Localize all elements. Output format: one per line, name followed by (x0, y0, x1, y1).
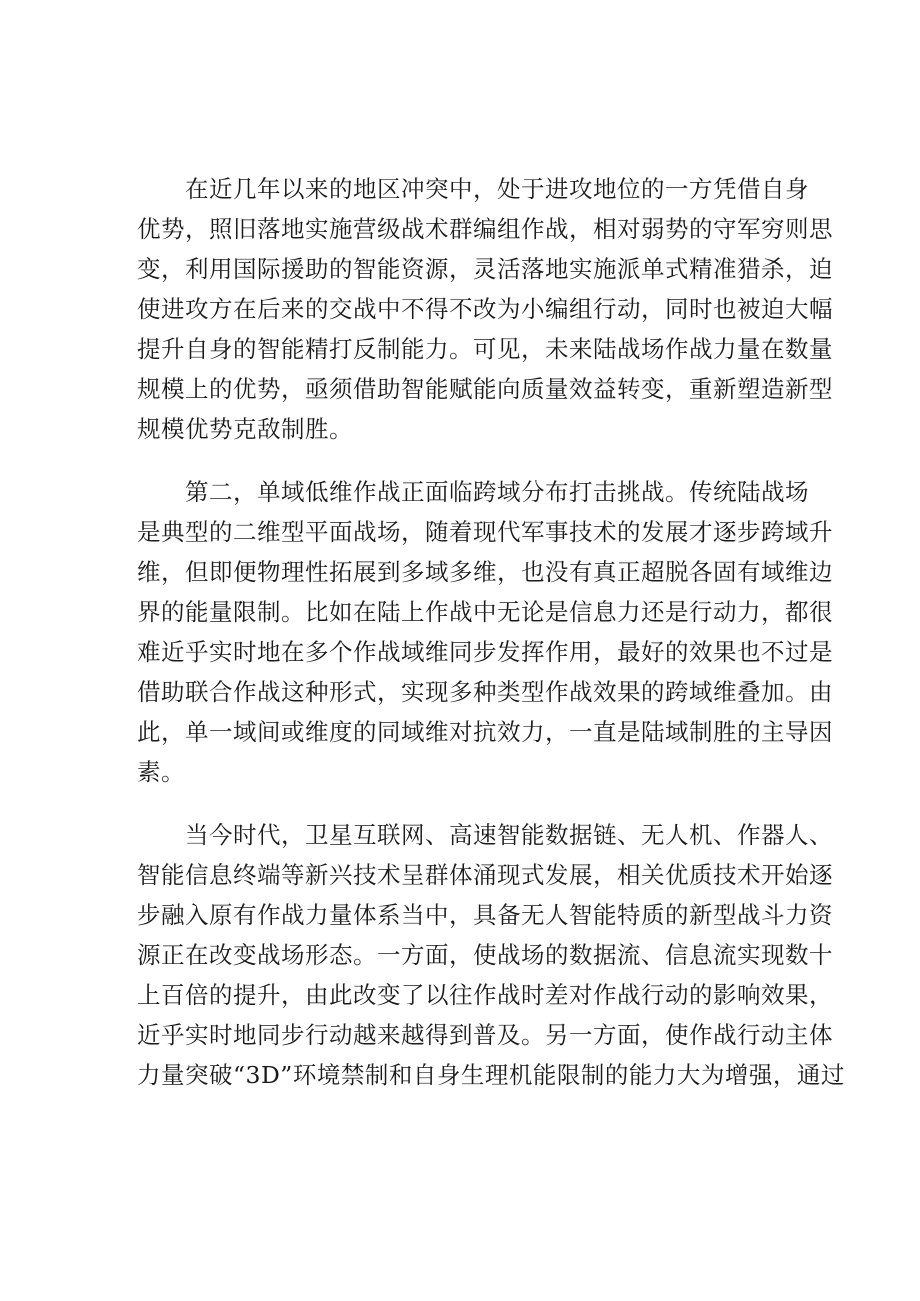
text-line: 步融入原有作战力量体系当中，具备无人智能特质的新型战斗力资 (137, 901, 833, 929)
text-line: 力量突破“3D”环境禁制和自身生理机能限制的能力大为增强，通过 (137, 1061, 845, 1089)
text-line: 上百倍的提升，由此改变了以往作战时差对作战行动的影响效果， (137, 981, 833, 1009)
text-line: 优势，照旧落地实施营级战术群编组作战，相对弱势的守军穷则思 (137, 215, 833, 243)
text-line: 源正在改变战场形态。一方面，使战场的数据流、信息流实现数十 (137, 941, 833, 969)
text-line: 变，利用国际援助的智能资源，灵活落地实施派单式精准猎杀，迫 (137, 255, 833, 283)
text-line: 提升自身的智能精打反制能力。可见，未来陆战场作战力量在数量 (137, 335, 833, 363)
text-line: 素。 (137, 758, 185, 786)
text-line: 第二，单域低维作战正面临跨域分布打击挑战。传统陆战场 (185, 478, 809, 506)
text-line: 近乎实时地同步行动越来越得到普及。另一方面，使作战行动主体 (137, 1021, 833, 1049)
text-line: 维，但即便物理性拓展到多域多维，也没有真正超脱各固有域维边 (137, 558, 833, 586)
text-line: 使进攻方在后来的交战中不得不改为小编组行动，同时也被迫大幅 (137, 295, 833, 323)
text-line: 此，单一域间或维度的同域维对抗效力，一直是陆域制胜的主导因 (137, 718, 833, 746)
text-line: 借助联合作战这种形式，实现多种类型作战效果的跨域维叠加。由 (137, 678, 833, 706)
text-line: 当今时代，卫星互联网、高速智能数据链、无人机、作器人、 (185, 821, 833, 849)
text-line: 规模优势克敌制胜。 (137, 415, 353, 443)
text-line: 智能信息终端等新兴技术呈群体涌现式发展，相关优质技术开始逐 (137, 861, 833, 889)
text-line: 在近几年以来的地区冲突中，处于进攻地位的一方凭借自身 (185, 175, 809, 203)
text-line: 难近乎实时地在多个作战域维同步发挥作用，最好的效果也不过是 (137, 638, 833, 666)
text-line: 是典型的二维型平面战场，随着现代军事技术的发展才逐步跨域升 (137, 518, 833, 546)
text-line: 界的能量限制。比如在陆上作战中无论是信息力还是行动力，都很 (137, 598, 833, 626)
text-line: 规模上的优势，亟须借助智能赋能向质量效益转变，重新塑造新型 (137, 375, 833, 403)
